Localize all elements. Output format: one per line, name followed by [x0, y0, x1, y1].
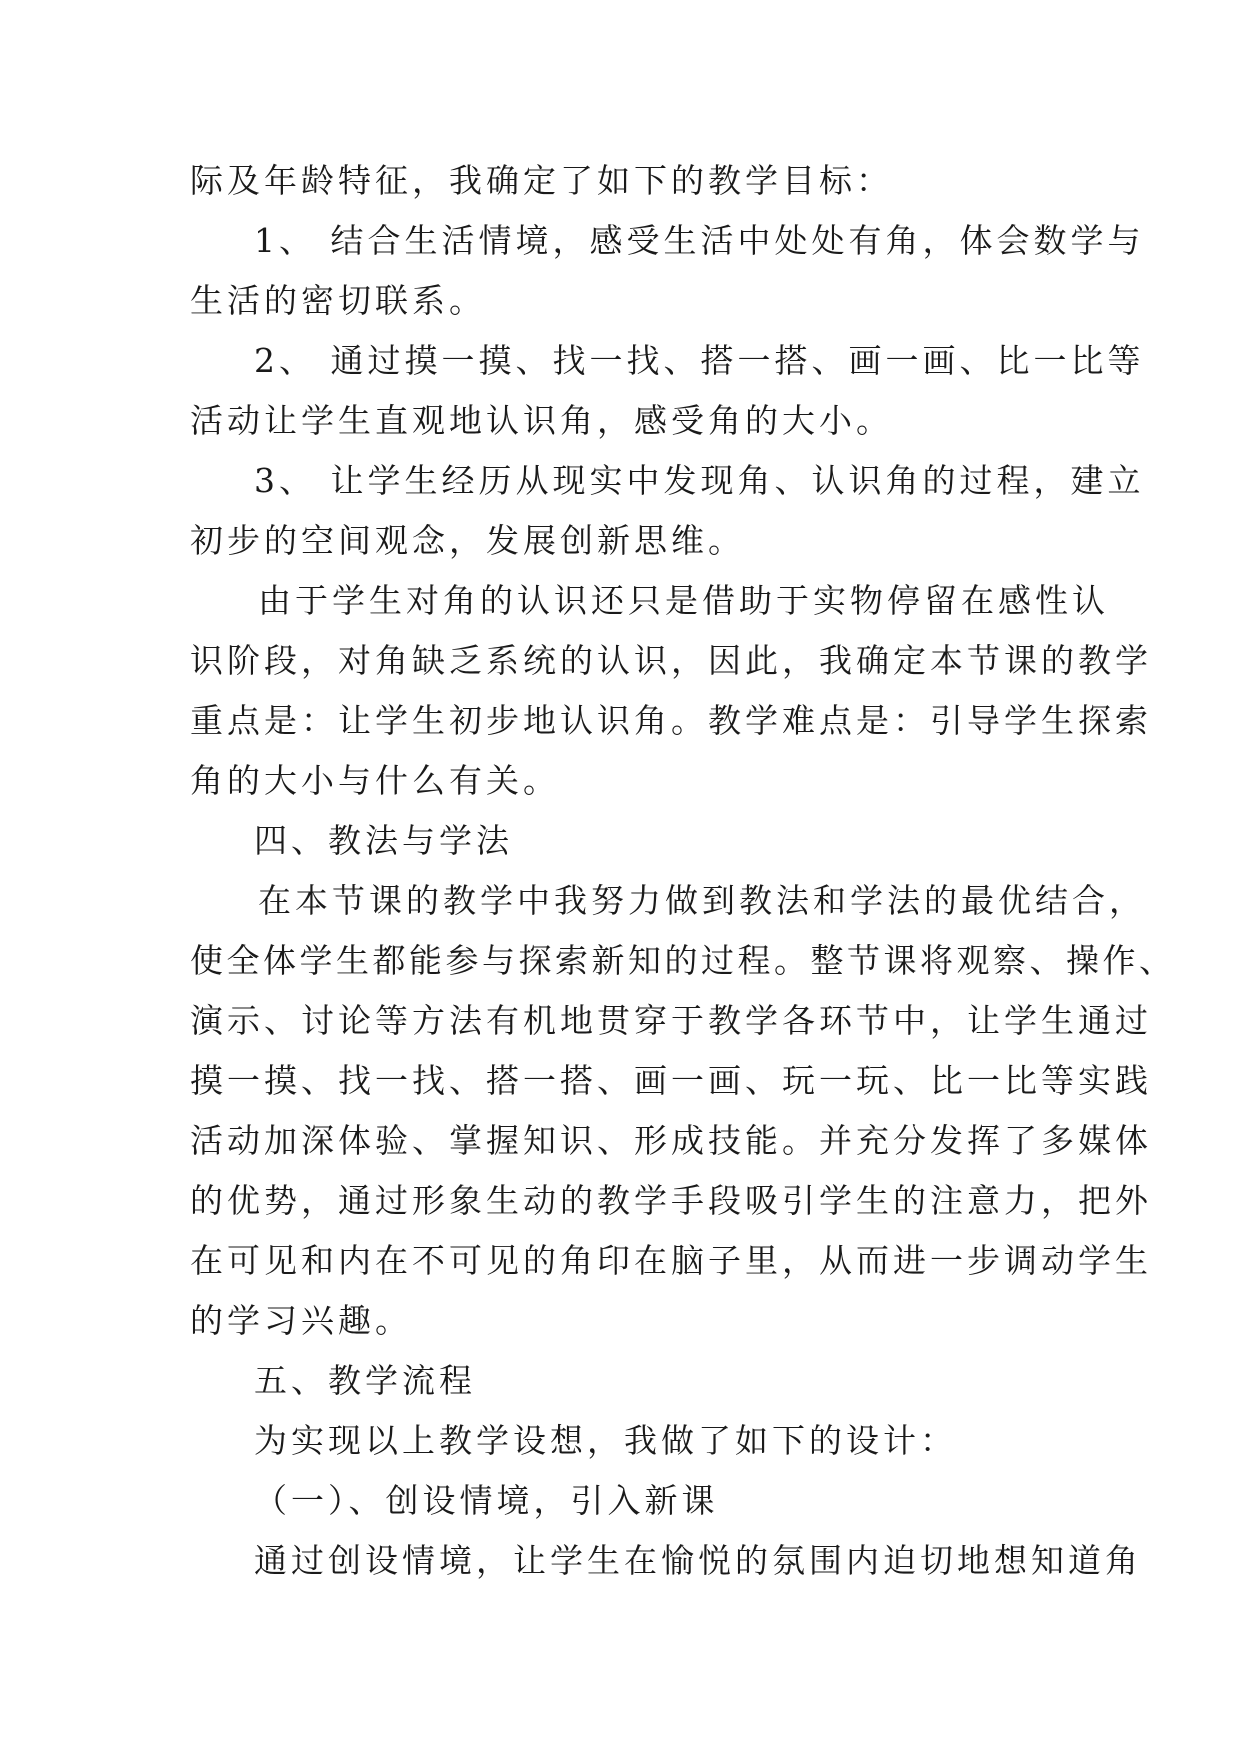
text-line: 的学习兴趣。	[190, 1301, 412, 1340]
text-line: 通过创设情境，让学生在愉悦的氛围内迫切地想知道角	[254, 1541, 1142, 1580]
text-line: 演示、讨论等方法有机地贯穿于教学各环节中，让学生通过	[190, 1001, 1152, 1040]
text-line: 为实现以上教学设想，我做了如下的设计：	[254, 1421, 957, 1460]
text-line: 活动加深体验、掌握知识、形成技能。并充分发挥了多媒体	[190, 1121, 1152, 1160]
text-line: 的优势，通过形象生动的教学手段吸引学生的注意力，把外	[190, 1181, 1152, 1220]
text-line: 识阶段，对角缺乏系统的认识，因此，我确定本节课的教学	[190, 641, 1152, 680]
section-heading: 四、教法与学法	[254, 821, 513, 860]
text-line: 活动让学生直观地认识角，感受角的大小。	[190, 401, 893, 440]
text-line: 3、 让学生经历从现实中发现角、认识角的过程，建立	[254, 461, 1145, 500]
text-line: 生活的密切联系。	[190, 281, 486, 320]
text-line: 摸一摸、找一找、搭一搭、画一画、玩一玩、比一比等实践	[190, 1061, 1152, 1100]
text-line: 角的大小与什么有关。	[190, 761, 560, 800]
text-line: 2、 通过摸一摸、找一找、搭一搭、画一画、比一比等	[254, 341, 1145, 380]
text-line: 由于学生对角的认识还只是借助于实物停留在感性认	[258, 581, 1109, 620]
subsection-heading: （一）、创设情境，引入新课	[254, 1481, 719, 1520]
text-line: 使全体学生都能参与探索新知的过程。整节课将观察、操作、	[190, 941, 1176, 980]
text-line: 初步的空间观念，发展创新思维。	[190, 521, 745, 560]
section-heading: 五、教学流程	[254, 1361, 476, 1400]
text-line: 在可见和内在不可见的角印在脑子里，从而进一步调动学生	[190, 1241, 1152, 1280]
text-line: 重点是：让学生初步地认识角。教学难点是：引导学生探索	[190, 701, 1152, 740]
text-line: 际及年龄特征，我确定了如下的教学目标：	[190, 161, 893, 200]
text-line: 1、 结合生活情境，感受生活中处处有角，体会数学与	[254, 221, 1145, 260]
text-line: 在本节课的教学中我努力做到教法和学法的最优结合，	[258, 881, 1146, 920]
